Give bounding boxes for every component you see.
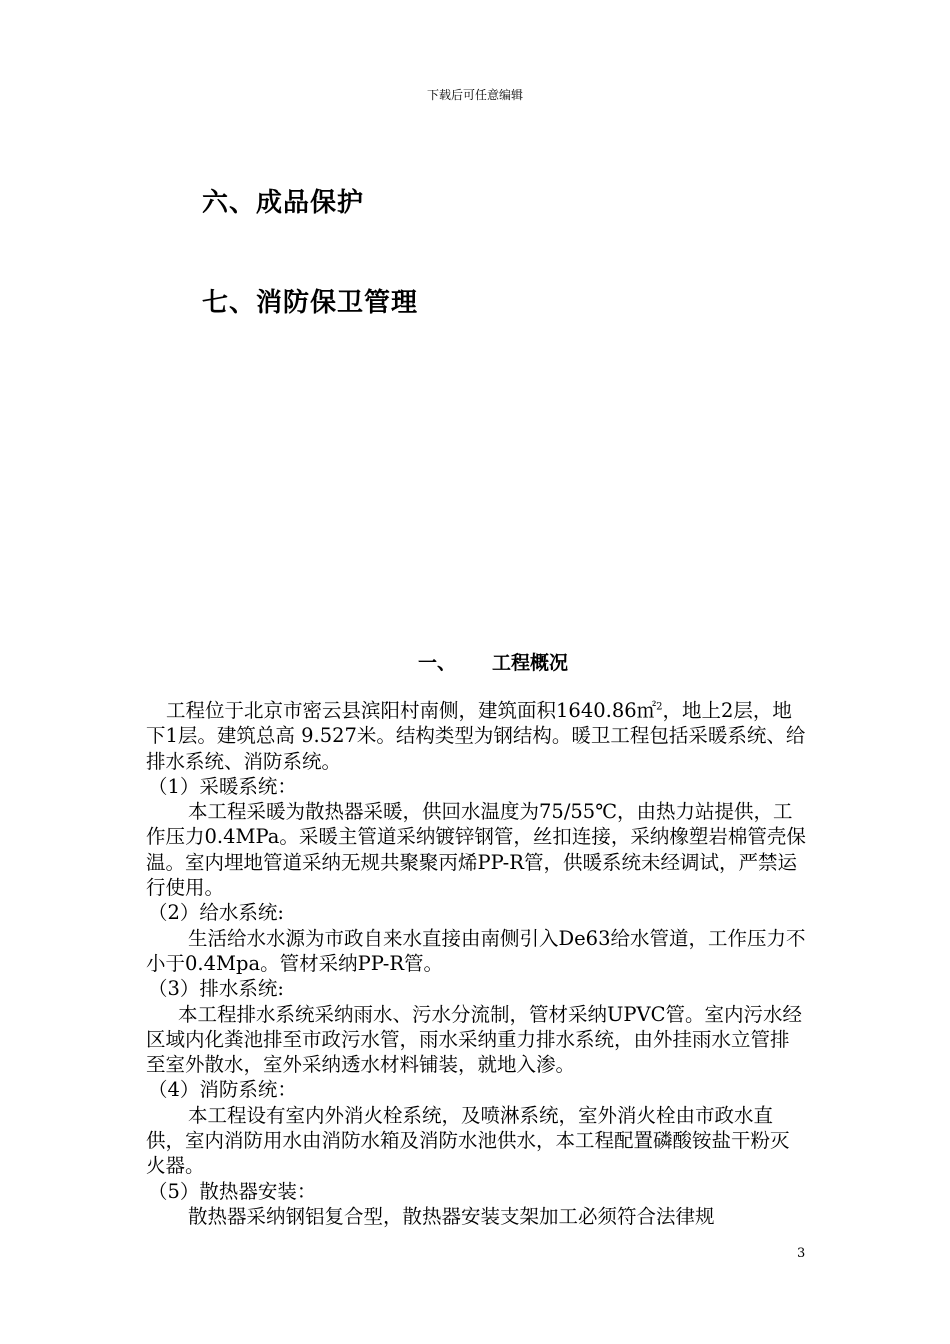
section-title-text: 工程概况 (492, 652, 569, 674)
document-body (146, 698, 806, 1229)
overview-text-a: 工程位于北京市密云县滨阳村南侧，建筑面积1640.86㎡ (166, 699, 657, 722)
toc-item-fire-security-management: 七、消防保卫管理 (202, 288, 419, 318)
page-number: 3 (797, 1246, 806, 1261)
page-header-note: 下载后可任意编辑 (426, 88, 523, 102)
paragraph-project-overview (146, 698, 806, 774)
paragraph-radiator-installation: 散热器采纳钢铝复合型，散热器安装支架加工必须符合法律规 (188, 1204, 715, 1228)
paragraph-fire-protection: 本工程设有室内外消火栓系统，及喷淋系统，室外消火栓由市政水直供，室内消防用水由消防水箱及消防水池供水，本工程配置磷酸铵盐干粉灭火器。 (146, 1103, 790, 1178)
paragraph-drainage: 本工程排水系统采纳雨水、污水分流制，管材采纳UPVC管。室内污水经区域内化粪池排至市政污水管，雨水采纳重力排水系统，由外挂雨水立管排至室外散水，室外采纳透水材料铺装，就地入渗。 (146, 1002, 803, 1077)
subheading-fire-protection: （4）消防系统： (148, 1078, 297, 1102)
subheading-radiator-installation: （5）散热器安装： (148, 1179, 317, 1203)
section-title (418, 648, 568, 675)
paragraph-heating: 本工程采暖为散热器采暖，供回水温度为75/55℃，由热力站提供，工作压力0.4MPa。采暖主管道采纳镀锌钢管，丝扣连接，采纳橡塑岩棉管壳保温。室内埋地管道采纳无规共聚聚丙烯PP-R管，供暖系统未经调试，严禁运行使用。 (146, 800, 806, 900)
overview-text-b: ，地上2层，地下1层。建筑总高 9.527米。结构类型为钢结构。暖卫工程包括采暖系统、给排水系统、消防系统。 (146, 699, 806, 773)
section-number: 一、 (418, 652, 457, 674)
subheading-drainage: （3）排水系统: (148, 977, 284, 1001)
subheading-heating: （1）采暖系统： (148, 774, 297, 798)
toc-item-product-protection: 六、成品保护 (202, 188, 365, 218)
subheading-water-supply: （2）给水系统: (148, 901, 284, 925)
area-superscript: 2 (656, 701, 663, 713)
paragraph-water-supply: 生活给水水源为市政自来水直接由南侧引入De63给水管道，工作压力不小于0.4Mpa。管材采纳PP-R管。 (146, 926, 806, 975)
